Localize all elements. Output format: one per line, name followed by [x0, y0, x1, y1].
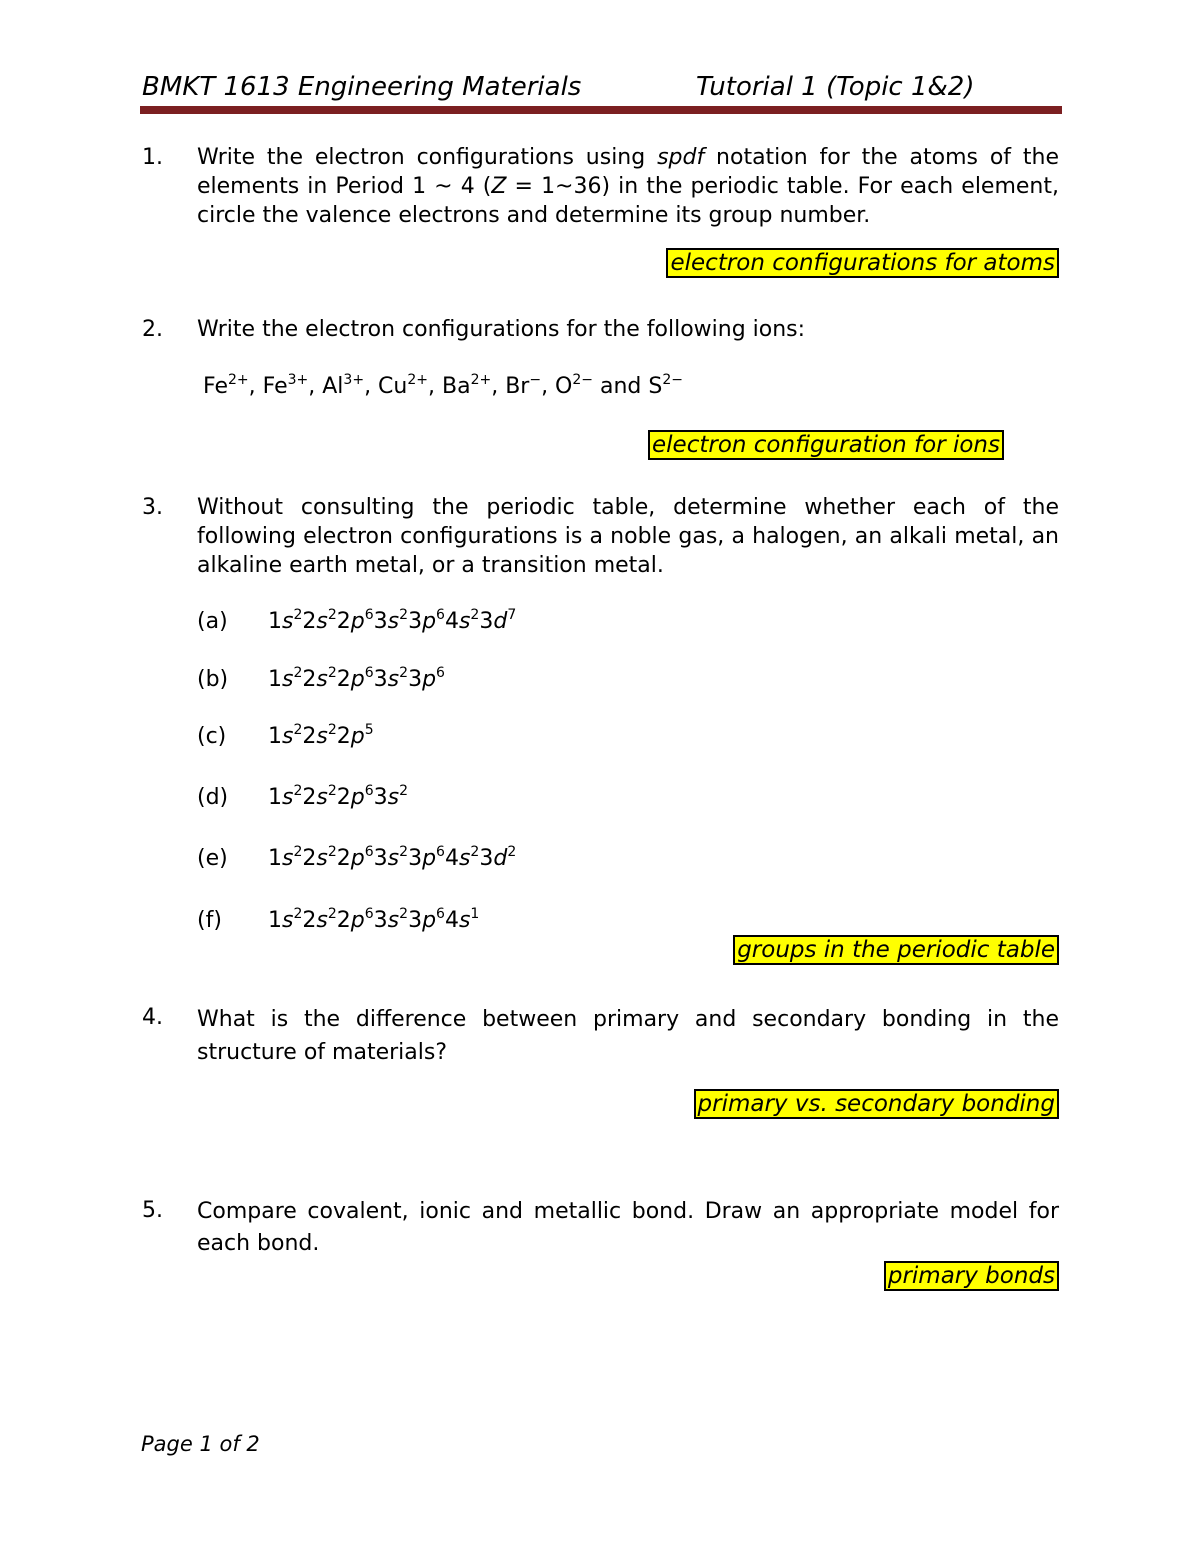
- option-b-config: $1s^22s^22p^63s^23p^6$: [268, 665, 445, 692]
- option-a-label: (a): [197, 609, 228, 634]
- question-2-number: 2.: [142, 317, 163, 342]
- course-title: BMKT 1613 Engineering Materials: [142, 72, 582, 102]
- option-e-config: $1s^22s^22p^63s^23p^64s^23d^2$: [268, 844, 517, 871]
- question-5-number: 5.: [142, 1198, 163, 1223]
- question-2-text: Write the electron configurations for the following ions:: [197, 317, 806, 342]
- option-f-config: $1s^22s^22p^63s^23p^64s^1$: [268, 906, 480, 933]
- page-header: [140, 68, 1062, 104]
- question-5-topic-tag: primary bonds: [884, 1261, 1059, 1291]
- ion-list: $Fe^{2+}$, $Fe^{3+}$, $Al^{3+}$, $Cu^{2+}$, $Ba^{2+}$, Br−, $O^{2-}$ and $S^{2-}$: [203, 372, 683, 399]
- question-1-topic-tag: electron configurations for atoms: [666, 248, 1059, 278]
- option-d-label: (d): [197, 785, 229, 810]
- option-c-config: $1s^22s^22p^5$: [268, 722, 374, 749]
- question-4-text: What is the difference between primary and secondary bonding in the structure of materials?: [197, 1007, 1059, 1065]
- header-rule: [140, 106, 1062, 114]
- option-e-label: (e): [197, 846, 228, 871]
- option-c-label: (c): [197, 724, 227, 749]
- option-d-config: $1s^22s^22p^63s^2$: [268, 783, 409, 810]
- question-4-topic-tag: primary vs. secondary bonding: [694, 1089, 1059, 1119]
- question-1-text: Write the electron configurations using spdf notation for the atoms of the elements in Period 1 ~ 4 (Z = 1~36) in the periodic table. For each element, circle the valence electrons and determine its group number.: [197, 145, 1059, 228]
- question-4-number: 4.: [142, 1005, 163, 1030]
- tutorial-title: Tutorial 1 (Topic 1&2): [696, 72, 975, 102]
- question-2-topic-tag: electron configuration for ions: [648, 430, 1004, 460]
- question-3-number: 3.: [142, 495, 163, 520]
- option-b-label: (b): [197, 667, 229, 692]
- question-3-topic-tag: groups in the periodic table: [733, 935, 1059, 965]
- option-a-config: $1s^22s^22p^63s^23p^64s^23d^7$: [268, 607, 517, 634]
- question-1-number: 1.: [142, 145, 163, 170]
- question-3-text: Without consulting the periodic table, determine whether each of the following electron configurations is a noble gas, a halogen, an alkali metal, an alkaline earth metal, or a transition metal.: [197, 495, 1059, 578]
- question-5-text: Compare covalent, ionic and metallic bond. Draw an appropriate model for each bond.: [197, 1199, 1059, 1256]
- page-number: Page 1 of 2: [141, 1432, 260, 1456]
- option-f-label: (f): [197, 908, 222, 933]
